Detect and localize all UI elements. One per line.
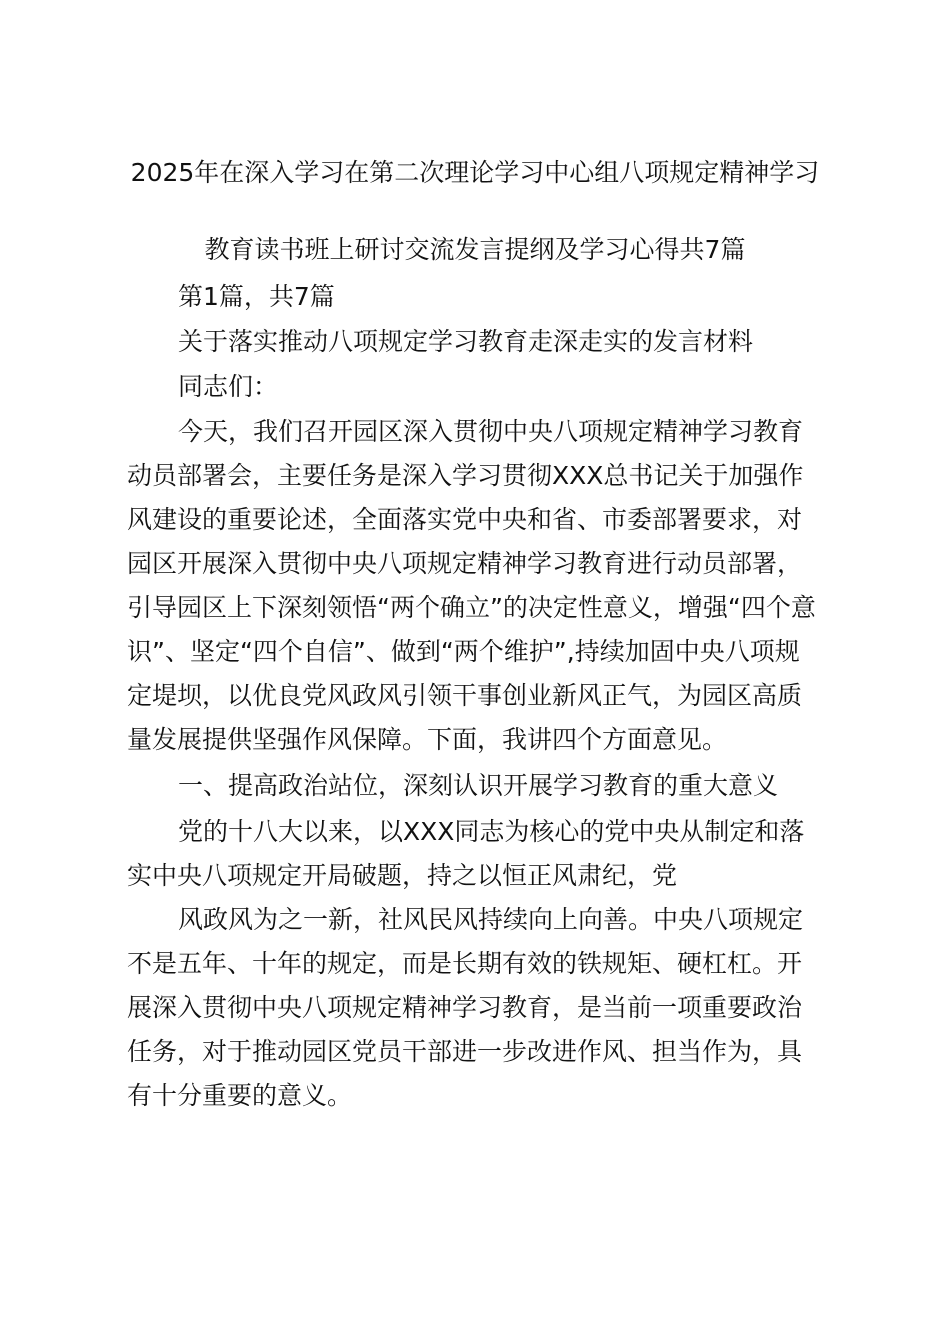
paragraph-line: 动员部署会，主要任务是深入学习贯彻XXX总书记关于加强作 — [127, 461, 804, 490]
paragraph-line: 风政风为之一新，社风民风持续向上向善。中央八项规定 — [178, 905, 804, 934]
document-title-line-2: 教育读书班上研讨交流发言提纲及学习心得共7篇 — [204, 235, 746, 264]
paragraph-line: 园区开展深入贯彻中央八项规定精神学习教育进行动员部署， — [127, 549, 803, 578]
section-1-heading: 一、提高政治站位，深刻认识开展学习教育的重大意义 — [178, 771, 779, 800]
article-title: 关于落实推动八项规定学习教育走深走实的发言材料 — [178, 327, 754, 356]
paragraph-line: 有十分重要的意义。 — [127, 1081, 353, 1110]
salutation: 同志们： — [178, 372, 279, 401]
document-title-line-1: 2025年在深入学习在第二次理论学习中心组八项规定精神学习 — [130, 158, 820, 187]
paragraph-line: 定堤坝，以优良党风政风引领干事创业新风正气，为园区高质 — [127, 681, 803, 710]
paragraph-line: 今天，我们召开园区深入贯彻中央八项规定精神学习教育 — [178, 417, 804, 446]
paragraph-line: 展深入贯彻中央八项规定精神学习教育，是当前一项重要政治 — [127, 993, 803, 1022]
paragraph-line: 党的十八大以来，以XXX同志为核心的党中央从制定和落 — [178, 817, 805, 846]
paragraph-line: 引导园区上下深刻领悟“两个确立”的决定性意义，增强“四个意 — [127, 593, 816, 622]
paragraph-line: 识”、坚定“四个自信”、做到“两个维护”,持续加固中央八项规 — [127, 637, 800, 666]
paragraph-line: 量发展提供坚强作风保障。下面，我讲四个方面意见。 — [127, 725, 728, 754]
paragraph-line: 不是五年、十年的规定，而是长期有效的铁规矩、硬杠杠。开 — [127, 949, 803, 978]
paragraph-line: 任务，对于推动园区党员干部进一步改进作风、担当作为，具 — [127, 1037, 803, 1066]
paragraph-line: 实中央八项规定开局破题，持之以恒正风肃纪，党 — [127, 861, 678, 890]
part-label: 第1篇，共7篇 — [178, 282, 335, 311]
paragraph-line: 风建设的重要论述，全面落实党中央和省、市委部署要求，对 — [127, 505, 803, 534]
